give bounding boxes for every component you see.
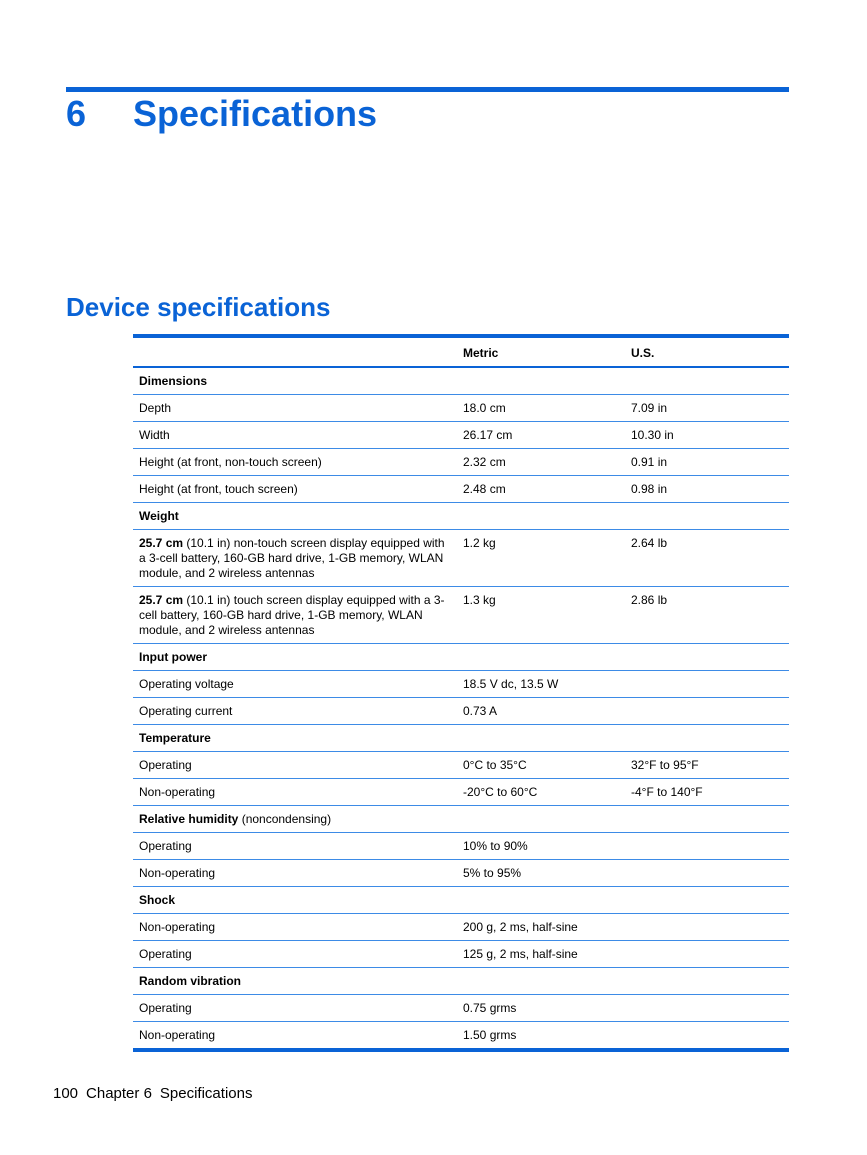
metric-value: 0.73 A (457, 698, 625, 725)
us-value: 10.30 in (625, 422, 789, 449)
table-row (133, 476, 789, 503)
group-label-suffix: (noncondensing) (238, 812, 332, 826)
metric-value: 1.50 grms (463, 1028, 517, 1042)
table-row (133, 914, 789, 941)
chapter-title: Specifications (133, 93, 378, 134)
us-value (625, 698, 789, 725)
table-row (133, 395, 789, 422)
header-us-column: U.S. (625, 336, 789, 367)
group-label: Shock (139, 893, 176, 907)
group-label: Weight (139, 509, 179, 523)
spec-label: Operating voltage (139, 677, 234, 691)
table-row (133, 941, 789, 968)
group-label-cell (133, 503, 789, 530)
spec-label: Operating (139, 1001, 192, 1015)
metric-value: 26.17 cm (457, 422, 625, 449)
group-label-cell (133, 725, 789, 752)
us-value (625, 860, 789, 887)
group-label-cell (133, 644, 789, 671)
table-row (133, 833, 789, 860)
us-value (625, 914, 789, 941)
spec-label-cell (133, 395, 457, 422)
spec-label-emphasis: 25.7 cm (139, 536, 184, 550)
spec-label: Operating (139, 947, 192, 961)
spec-label: Non-operating (139, 866, 216, 880)
group-label: Dimensions (139, 374, 208, 388)
spec-label: (10.1 in) touch screen display equipped with a 3-cell battery, 160-GB hard drive, 1-GB memory, WLAN module, and 2 wireless antennas (139, 593, 445, 637)
group-label: Random vibration (139, 974, 242, 988)
table-group-row (133, 806, 789, 833)
table-row (133, 422, 789, 449)
spec-label-cell (133, 530, 457, 587)
spec-label: Operating (139, 839, 192, 853)
metric-value: 200 g, 2 ms, half-sine (457, 914, 625, 941)
table-row (133, 779, 789, 806)
footer-chapter-label: Chapter 6 (86, 1085, 152, 1102)
spec-label-cell (133, 587, 457, 644)
spec-label-cell (133, 1022, 457, 1051)
table-row (133, 995, 789, 1022)
table-row (133, 698, 789, 725)
spec-label-cell (133, 941, 457, 968)
metric-value: 5% to 95% (457, 860, 625, 887)
table-row (133, 449, 789, 476)
spec-label-cell (133, 476, 457, 503)
table-row (133, 860, 789, 887)
table-row (133, 587, 789, 644)
spec-label: Depth (139, 401, 172, 415)
spec-label: Width (139, 428, 170, 442)
spec-label: Operating (139, 758, 192, 772)
us-value: 7.09 in (625, 395, 789, 422)
spec-label-emphasis: 25.7 cm (139, 593, 184, 607)
us-value: 2.86 lb (625, 587, 789, 644)
spec-label-cell (133, 422, 457, 449)
us-value: 0.91 in (625, 449, 789, 476)
table-group-row (133, 644, 789, 671)
us-value (625, 671, 789, 698)
us-value (625, 1022, 789, 1051)
table-group-row (133, 503, 789, 530)
group-label-cell (133, 806, 789, 833)
specifications-table (133, 334, 789, 1052)
table-body (133, 367, 789, 1050)
metric-value: -20°C to 60°C (457, 779, 625, 806)
metric-value: 125 g, 2 ms, half-sine (457, 941, 625, 968)
spec-label: Non-operating (139, 920, 216, 934)
spec-label-cell (133, 779, 457, 806)
us-value: 32°F to 95°F (625, 752, 789, 779)
group-label: Temperature (139, 731, 211, 745)
metric-value: 1.2 kg (457, 530, 625, 587)
spec-label-cell (133, 833, 457, 860)
spec-label: Operating current (139, 704, 233, 718)
spec-label: Height (at front, touch screen) (139, 482, 298, 496)
metric-value: 10% to 90% (457, 833, 625, 860)
spec-label-cell (133, 860, 457, 887)
us-value (625, 995, 789, 1022)
spec-label-cell (133, 752, 457, 779)
us-value: 0.98 in (625, 476, 789, 503)
group-label-cell (133, 367, 789, 395)
metric-value: 0°C to 35°C (457, 752, 625, 779)
section-title: Device specifications (66, 292, 331, 322)
metric-value: 1.3 kg (457, 587, 625, 644)
spec-label-cell (133, 995, 457, 1022)
footer-chapter-title: Specifications (159, 1085, 253, 1102)
chapter-number: 6 (66, 93, 87, 134)
spec-label-cell (133, 914, 457, 941)
group-label-cell (133, 968, 789, 995)
table-row (133, 530, 789, 587)
page-footer (53, 1085, 260, 1103)
page-number: 100 (53, 1085, 79, 1102)
header-metric-column: Metric (457, 336, 625, 367)
table-group-row (133, 968, 789, 995)
us-value (625, 941, 789, 968)
metric-value: 0.75 grms (457, 995, 625, 1022)
table-group-row (133, 725, 789, 752)
metric-value: 18.0 cm (457, 395, 625, 422)
spec-label-cell (133, 449, 457, 476)
chapter-heading (66, 92, 377, 136)
spec-label-cell (133, 671, 457, 698)
table-header-row (133, 336, 789, 367)
us-value (625, 833, 789, 860)
spec-label-cell (133, 698, 457, 725)
us-value: 2.64 lb (625, 530, 789, 587)
us-value: -4°F to 140°F (625, 779, 789, 806)
group-label: Input power (139, 650, 207, 664)
spec-label: (10.1 in) non-touch screen display equipped with a 3-cell battery, 160-GB hard drive, 1-GB memory, WLAN module, and 2 wireless antennas (139, 536, 445, 580)
spec-label: Height (at front, non-touch screen) (139, 455, 322, 469)
spec-label: Non-operating (139, 785, 216, 799)
table-row (133, 1022, 789, 1051)
group-label: Relative humidity (139, 812, 239, 826)
metric-value: 18.5 V dc, 13.5 W (457, 671, 625, 698)
table-row (133, 752, 789, 779)
table-group-row (133, 887, 789, 914)
table-group-row (133, 367, 789, 395)
group-label-cell (133, 887, 789, 914)
metric-value: 2.32 cm (457, 449, 625, 476)
metric-value: 2.48 cm (457, 476, 625, 503)
header-label-column (133, 336, 457, 367)
table-row (133, 671, 789, 698)
spec-label: Non-operating (139, 1028, 216, 1042)
